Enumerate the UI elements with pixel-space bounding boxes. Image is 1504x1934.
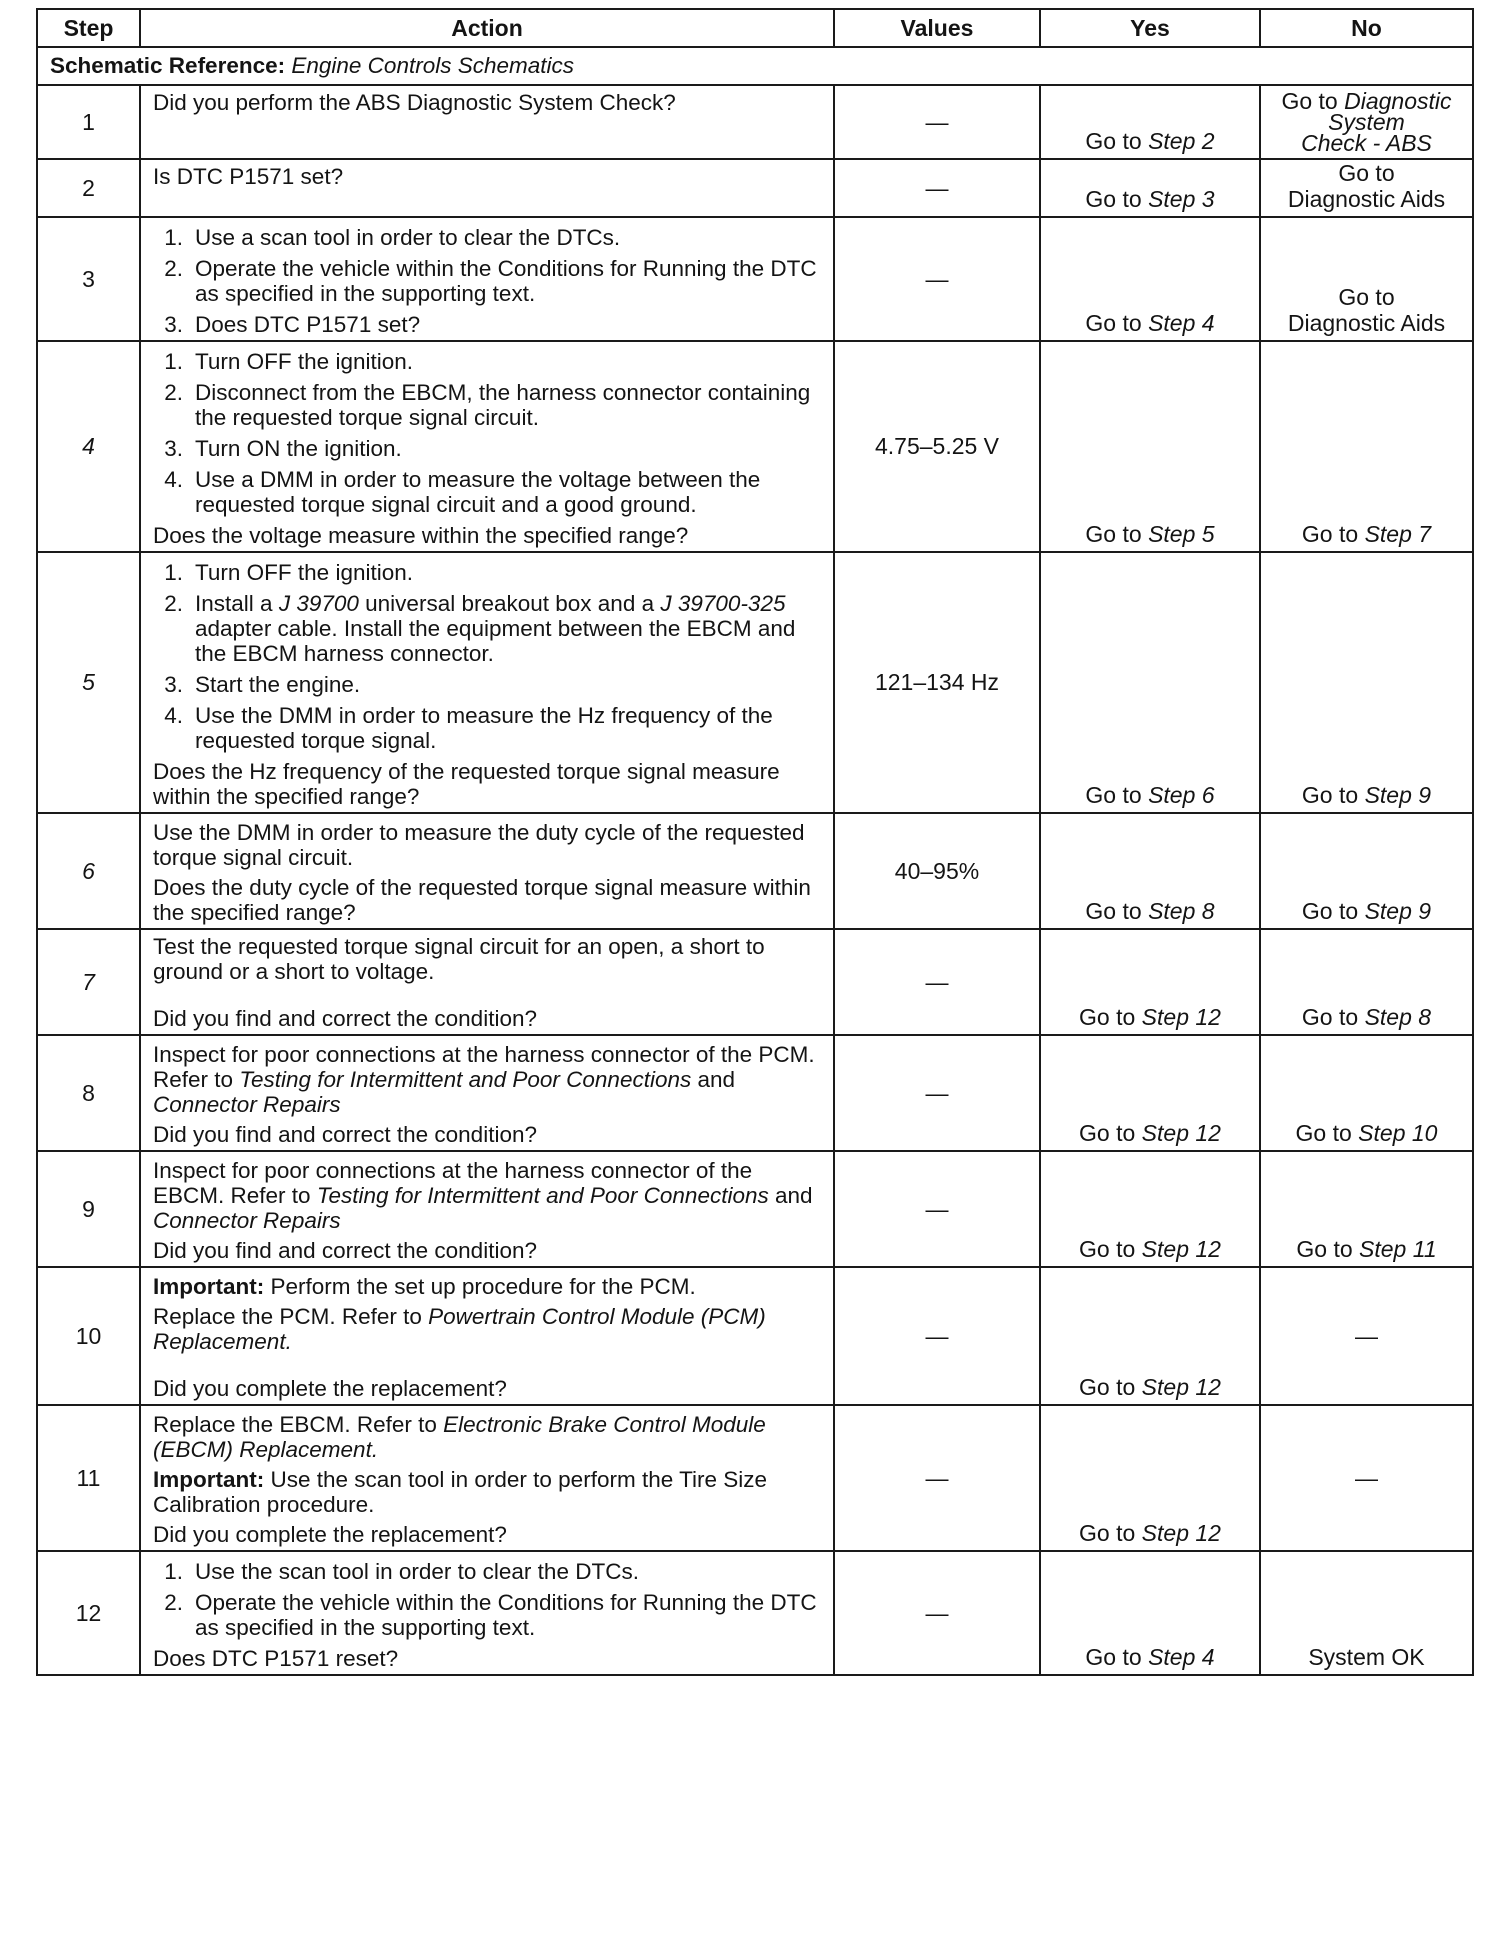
no-cell: —: [1260, 1267, 1473, 1405]
yes-cell[interactable]: [1040, 813, 1260, 929]
action-list-item: [153, 591, 823, 666]
no-prefix: Go to: [1281, 88, 1338, 114]
action-cell: [140, 341, 834, 552]
no-target[interactable]: Step 9: [1364, 898, 1432, 924]
action-cell: [140, 552, 834, 813]
yes-target[interactable]: Step 12: [1141, 1374, 1221, 1400]
item-text: Does DTC P1571 set?: [195, 312, 421, 337]
header-no: No: [1260, 9, 1473, 47]
yes-target[interactable]: Step 4: [1148, 310, 1215, 336]
step-number: 8: [37, 1035, 140, 1151]
no-line1: Go to: [1338, 160, 1395, 186]
yes-target[interactable]: Step 5: [1148, 521, 1215, 547]
no-target[interactable]: Step 10: [1358, 1120, 1438, 1146]
yes-prefix: Go to: [1079, 1236, 1136, 1262]
value-cell: —: [834, 159, 1040, 217]
testing-intermittent-link[interactable]: Testing for Intermittent and Poor Connections: [316, 1183, 769, 1208]
item-text-b: universal breakout box and a: [365, 591, 655, 616]
header-step: Step: [37, 9, 140, 47]
item-text: Operate the vehicle within the Conditions for Running the DTC as specified in the supporting text.: [195, 256, 817, 306]
value-cell: 4.75–5.25 V: [834, 341, 1040, 552]
action-cell: [140, 85, 834, 159]
no-prefix: Go to: [1301, 521, 1359, 547]
value-cell: 121–134 Hz: [834, 552, 1040, 813]
item-text: Use the scan tool in order to clear the DTCs.: [195, 1559, 639, 1584]
pcm-replacement-link[interactable]: Powertrain Control Module (PCM) Replacement.: [153, 1304, 766, 1354]
action-text: [153, 1304, 823, 1354]
yes-prefix: Go to: [1085, 128, 1142, 154]
no-cell[interactable]: [1260, 929, 1473, 1035]
step-number: 3: [37, 217, 140, 341]
tool-j39700-325-link[interactable]: J 39700-325: [660, 591, 786, 616]
action-list-item: [153, 312, 823, 337]
action-question: Does the duty cycle of the requested torque signal measure within the specified range?: [153, 875, 811, 925]
connector-repairs-link[interactable]: Connector Repairs: [153, 1092, 341, 1117]
yes-prefix: Go to: [1085, 898, 1142, 924]
action-question: Did you find and correct the condition?: [153, 1006, 537, 1031]
yes-target[interactable]: Step 6: [1148, 782, 1215, 808]
schematic-reference-label: Schematic Reference:: [50, 53, 286, 78]
item-text: Use the DMM in order to measure the Hz frequency of the requested torque signal.: [195, 703, 773, 753]
action-cell: [140, 1151, 834, 1267]
yes-prefix: Go to: [1085, 310, 1142, 336]
no-cell[interactable]: [1260, 159, 1473, 217]
testing-intermittent-link[interactable]: Testing for Intermittent and Poor Connections: [239, 1067, 692, 1092]
yes-prefix: Go to: [1085, 186, 1142, 212]
yes-prefix: Go to: [1079, 1374, 1136, 1400]
action-text-a: Inspect for poor connections at the harness connector of the PCM. Refer to: [153, 1042, 815, 1092]
item-text: Operate the vehicle within the Conditions for Running the DTC as specified in the supporting text.: [195, 1590, 817, 1640]
action-text: Test the requested torque signal circuit for an open, a short to ground or a short to voltage.: [153, 934, 765, 984]
no-cell[interactable]: [1260, 341, 1473, 552]
header-action: Action: [140, 9, 834, 47]
yes-cell[interactable]: [1040, 159, 1260, 217]
table-row: [37, 341, 1473, 552]
schematic-reference-link[interactable]: Engine Controls Schematics: [291, 53, 575, 78]
no-line2[interactable]: Diagnostic Aids: [1287, 186, 1446, 212]
step-number: 4: [37, 341, 140, 552]
value-cell: —: [834, 1405, 1040, 1551]
no-cell: System OK: [1260, 1551, 1473, 1675]
item-text: Turn OFF the ignition.: [195, 349, 414, 374]
action-list-item: [153, 349, 823, 374]
value-cell: —: [834, 929, 1040, 1035]
important-note: [153, 1467, 823, 1517]
item-text: Turn ON the ignition.: [195, 436, 402, 461]
ebcm-replacement-link[interactable]: Electronic Brake Control Module (EBCM) Replacement.: [153, 1412, 766, 1462]
step-number: 2: [37, 159, 140, 217]
step-number: 5: [37, 552, 140, 813]
schematic-reference-row: [37, 47, 1473, 85]
yes-prefix: Go to: [1085, 1644, 1142, 1670]
step-number: 1: [37, 85, 140, 159]
item-text: Disconnect from the EBCM, the harness connector containing the requested torque signal circuit.: [195, 380, 811, 430]
item-text: Turn OFF the ignition.: [195, 560, 414, 585]
yes-target[interactable]: Step 12: [1141, 1120, 1221, 1146]
action-cell: [140, 159, 834, 217]
item-text-a: Install a: [195, 591, 273, 616]
no-target[interactable]: Step 9: [1364, 782, 1432, 808]
action-text-a: Inspect for poor connections at the harness connector of the EBCM. Refer to: [153, 1158, 753, 1208]
item-text: Use a DMM in order to measure the voltage between the requested torque signal circuit and a good ground.: [195, 467, 761, 517]
yes-target[interactable]: Step 12: [1141, 1520, 1221, 1546]
yes-cell[interactable]: [1040, 1405, 1260, 1551]
item-number: 4.: [164, 703, 183, 728]
action-cell: [140, 1551, 834, 1675]
yes-cell[interactable]: [1040, 1267, 1260, 1405]
table-row: [37, 217, 1473, 341]
step-number: 10: [37, 1267, 140, 1405]
action-cell: [140, 1405, 834, 1551]
action-text: [153, 1158, 823, 1233]
yes-cell[interactable]: [1040, 1035, 1260, 1151]
table-row: [37, 813, 1473, 929]
table-row: [37, 1405, 1473, 1551]
important-label: Important:: [153, 1274, 265, 1299]
action-list-item: [153, 703, 823, 753]
no-target-line3[interactable]: Check - ABS: [1301, 130, 1432, 156]
action-question: Did you perform the ABS Diagnostic System Check?: [153, 90, 676, 115]
step-number: 7: [37, 929, 140, 1035]
no-line2[interactable]: Diagnostic Aids: [1287, 310, 1446, 336]
item-text: [195, 591, 823, 666]
action-text-b: and: [697, 1067, 736, 1092]
yes-prefix: Go to: [1079, 1004, 1136, 1030]
step-number: 9: [37, 1151, 140, 1267]
action-list-item: [153, 436, 823, 461]
no-prefix: Go to: [1301, 898, 1359, 924]
value-cell: —: [834, 85, 1040, 159]
action-question: Does DTC P1571 reset?: [153, 1646, 399, 1671]
no-target-line2[interactable]: System: [1328, 109, 1405, 135]
action-cell: [140, 929, 834, 1035]
action-text: [153, 1042, 823, 1117]
yes-cell[interactable]: [1040, 1151, 1260, 1267]
important-text: Use the scan tool in order to perform the Tire Size Calibration procedure.: [153, 1467, 767, 1517]
yes-cell[interactable]: [1040, 552, 1260, 813]
item-number: 2.: [164, 1590, 183, 1615]
yes-target[interactable]: Step 4: [1148, 1644, 1215, 1670]
item-text: Use a scan tool in order to clear the DTCs.: [195, 225, 621, 250]
no-target[interactable]: Step 7: [1364, 521, 1432, 547]
yes-cell[interactable]: [1040, 85, 1260, 159]
table-row: [37, 1267, 1473, 1405]
item-number: 3.: [164, 672, 183, 697]
no-cell[interactable]: [1260, 552, 1473, 813]
item-text-c: adapter cable. Install the equipment between the EBCM and the EBCM harness connector.: [195, 616, 796, 666]
item-number: 3.: [164, 436, 183, 461]
item-number: 2.: [164, 591, 183, 616]
action-list-item: [153, 225, 823, 250]
action-cell: [140, 813, 834, 929]
no-target[interactable]: Step 11: [1359, 1236, 1437, 1262]
action-list-item: [153, 1559, 823, 1584]
connector-repairs-link[interactable]: Connector Repairs: [153, 1208, 341, 1233]
value-cell: —: [834, 1035, 1040, 1151]
table-row: [37, 1151, 1473, 1267]
no-cell[interactable]: [1260, 813, 1473, 929]
action-question: Did you find and correct the condition?: [153, 1122, 537, 1147]
item-number: 1.: [164, 560, 183, 585]
yes-cell[interactable]: [1040, 217, 1260, 341]
yes-target[interactable]: Step 2: [1148, 128, 1215, 154]
value-cell: —: [834, 1267, 1040, 1405]
table-row: [37, 85, 1473, 159]
action-list-item: [153, 672, 823, 697]
action-cell: [140, 1035, 834, 1151]
important-label: Important:: [153, 1467, 265, 1492]
diagnostic-table: [36, 8, 1474, 1676]
table-header-row: [37, 9, 1473, 47]
value-cell: —: [834, 1151, 1040, 1267]
action-question: Is DTC P1571 set?: [153, 164, 344, 189]
item-text: Start the engine.: [195, 672, 361, 697]
action-question: Did you find and correct the condition?: [153, 1238, 537, 1263]
yes-prefix: Go to: [1079, 1120, 1136, 1146]
yes-target[interactable]: Step 8: [1148, 898, 1215, 924]
item-number: 2.: [164, 256, 183, 281]
step-number: 6: [37, 813, 140, 929]
no-cell[interactable]: [1260, 85, 1473, 159]
item-number: 1.: [164, 349, 183, 374]
table-row: [37, 1035, 1473, 1151]
no-line1: Go to: [1338, 284, 1395, 310]
item-number: 2.: [164, 380, 183, 405]
important-text: Perform the set up procedure for the PCM.: [270, 1274, 696, 1299]
value-cell: 40–95%: [834, 813, 1040, 929]
action-text-a: Replace the EBCM. Refer to: [153, 1412, 437, 1437]
important-note: [153, 1274, 823, 1299]
action-list-item: [153, 560, 823, 585]
action-list-item: [153, 467, 823, 517]
value-cell: —: [834, 1551, 1040, 1675]
action-list-item: [153, 1590, 823, 1640]
action-cell: [140, 1267, 834, 1405]
action-text: [153, 1412, 823, 1462]
action-text-b: and: [775, 1183, 813, 1208]
no-prefix: Go to: [1296, 1236, 1353, 1262]
no-prefix: Go to: [1301, 1004, 1359, 1030]
step-number: 11: [37, 1405, 140, 1551]
item-number: 4.: [164, 467, 183, 492]
no-prefix: Go to: [1295, 1120, 1352, 1146]
yes-cell[interactable]: [1040, 341, 1260, 552]
schematic-reference: [37, 47, 1473, 85]
table-row: [37, 1551, 1473, 1675]
yes-prefix: Go to: [1085, 521, 1142, 547]
table-row: [37, 929, 1473, 1035]
no-cell[interactable]: [1260, 1151, 1473, 1267]
yes-target[interactable]: Step 12: [1141, 1004, 1221, 1030]
yes-cell[interactable]: [1040, 929, 1260, 1035]
header-yes: Yes: [1040, 9, 1260, 47]
step-number: 12: [37, 1551, 140, 1675]
action-question: Does the voltage measure within the specified range?: [153, 523, 689, 548]
action-text-a: Replace the PCM. Refer to: [153, 1304, 422, 1329]
no-cell[interactable]: [1260, 1035, 1473, 1151]
no-target[interactable]: Step 8: [1364, 1004, 1432, 1030]
no-prefix: Go to: [1301, 782, 1359, 808]
header-values: Values: [834, 9, 1040, 47]
item-number: 1.: [164, 1559, 183, 1584]
action-question: Did you complete the replacement?: [153, 1376, 507, 1401]
table-row: [37, 552, 1473, 813]
yes-prefix: Go to: [1079, 1520, 1136, 1546]
no-target-line1[interactable]: Diagnostic: [1344, 88, 1452, 114]
item-number: 1.: [164, 225, 183, 250]
yes-cell[interactable]: [1040, 1551, 1260, 1675]
value-cell: —: [834, 217, 1040, 341]
action-text: Use the DMM in order to measure the duty cycle of the requested torque signal circuit.: [153, 820, 805, 870]
tool-j39700-link[interactable]: J 39700: [278, 591, 359, 616]
action-question: Does the Hz frequency of the requested torque signal measure within the specified range?: [153, 759, 780, 809]
no-cell: —: [1260, 1405, 1473, 1551]
item-number: 3.: [164, 312, 183, 337]
yes-target[interactable]: Step 12: [1141, 1236, 1221, 1262]
yes-target[interactable]: Step 3: [1148, 186, 1215, 212]
table-row: [37, 159, 1473, 217]
action-question: Did you complete the replacement?: [153, 1522, 507, 1547]
no-cell[interactable]: [1260, 217, 1473, 341]
action-list-item: [153, 256, 823, 306]
action-list-item: [153, 380, 823, 430]
action-cell: [140, 217, 834, 341]
yes-prefix: Go to: [1085, 782, 1142, 808]
